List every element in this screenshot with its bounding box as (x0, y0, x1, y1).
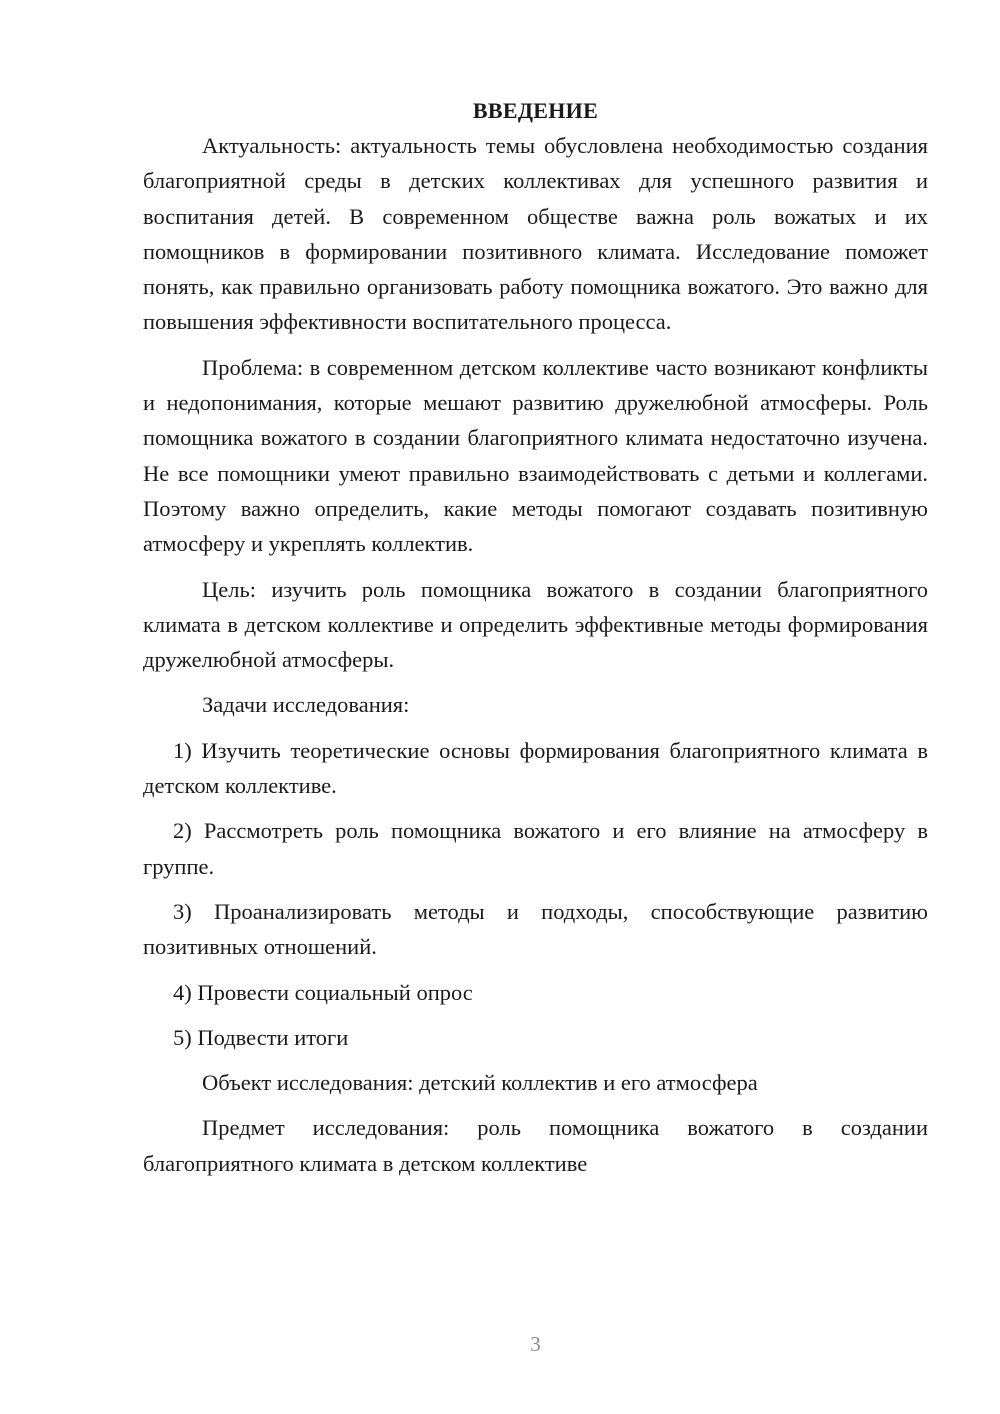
task-item-4: 4) Провести социальный опрос (173, 979, 473, 1005)
document-page (143, 95, 928, 1191)
goal-paragraph: Цель: изучить роль помощника вожатого в создании благоприятного климата в детском коллективе и определить эффективные методы формирования дружелюбной атмосферы. (143, 576, 928, 673)
problem-paragraph: Проблема: в современном детском коллективе часто возникают конфликты и недопонимания, которые мешают развитию дружелюбной атмосферы. Роль помощника вожатого в создании благоприятного климата недостаточно изучена. Не все помощники умеют правильно взаимодействовать с детьми и коллегами. Поэтому важно определить, какие методы помогают создавать позитивную атмосферу и укреплять коллектив. (143, 354, 928, 557)
relevance-paragraph: Актуальность: актуальность темы обусловлена необходимостью создания благоприятной среды в детских коллективах для успешного развития и воспитания детей. В современном обществе важна роль вожатых и их помощников в формировании позитивного климата. Исследование поможет понять, как правильно организовать работу помощника вожатого. Это важно для повышения эффективности воспитательного процесса. (143, 133, 928, 335)
task-item-2: 2) Рассмотреть роль помощника вожатого и его влияние на атмосферу в группе. (143, 818, 928, 879)
tasks-title: Задачи исследования: (202, 692, 410, 718)
task-item-3: 3) Проанализировать методы и подходы, способствующие развитию позитивных отношений. (143, 898, 928, 960)
task-item-5: 5) Подвести итоги (173, 1024, 349, 1050)
task-item-1: 1) Изучить теоретические основы формирования благоприятного климата в детском коллективе. (143, 737, 928, 799)
subject-paragraph: Предмет исследования: роль помощника вожатого в создании благоприятного климата в детском коллективе (143, 1115, 928, 1176)
section-heading: ВВЕДЕНИЕ (472, 98, 599, 123)
object-paragraph: Объект исследования: детский коллектив и его атмосфера (202, 1070, 758, 1096)
page-number: 3 (530, 1332, 541, 1356)
